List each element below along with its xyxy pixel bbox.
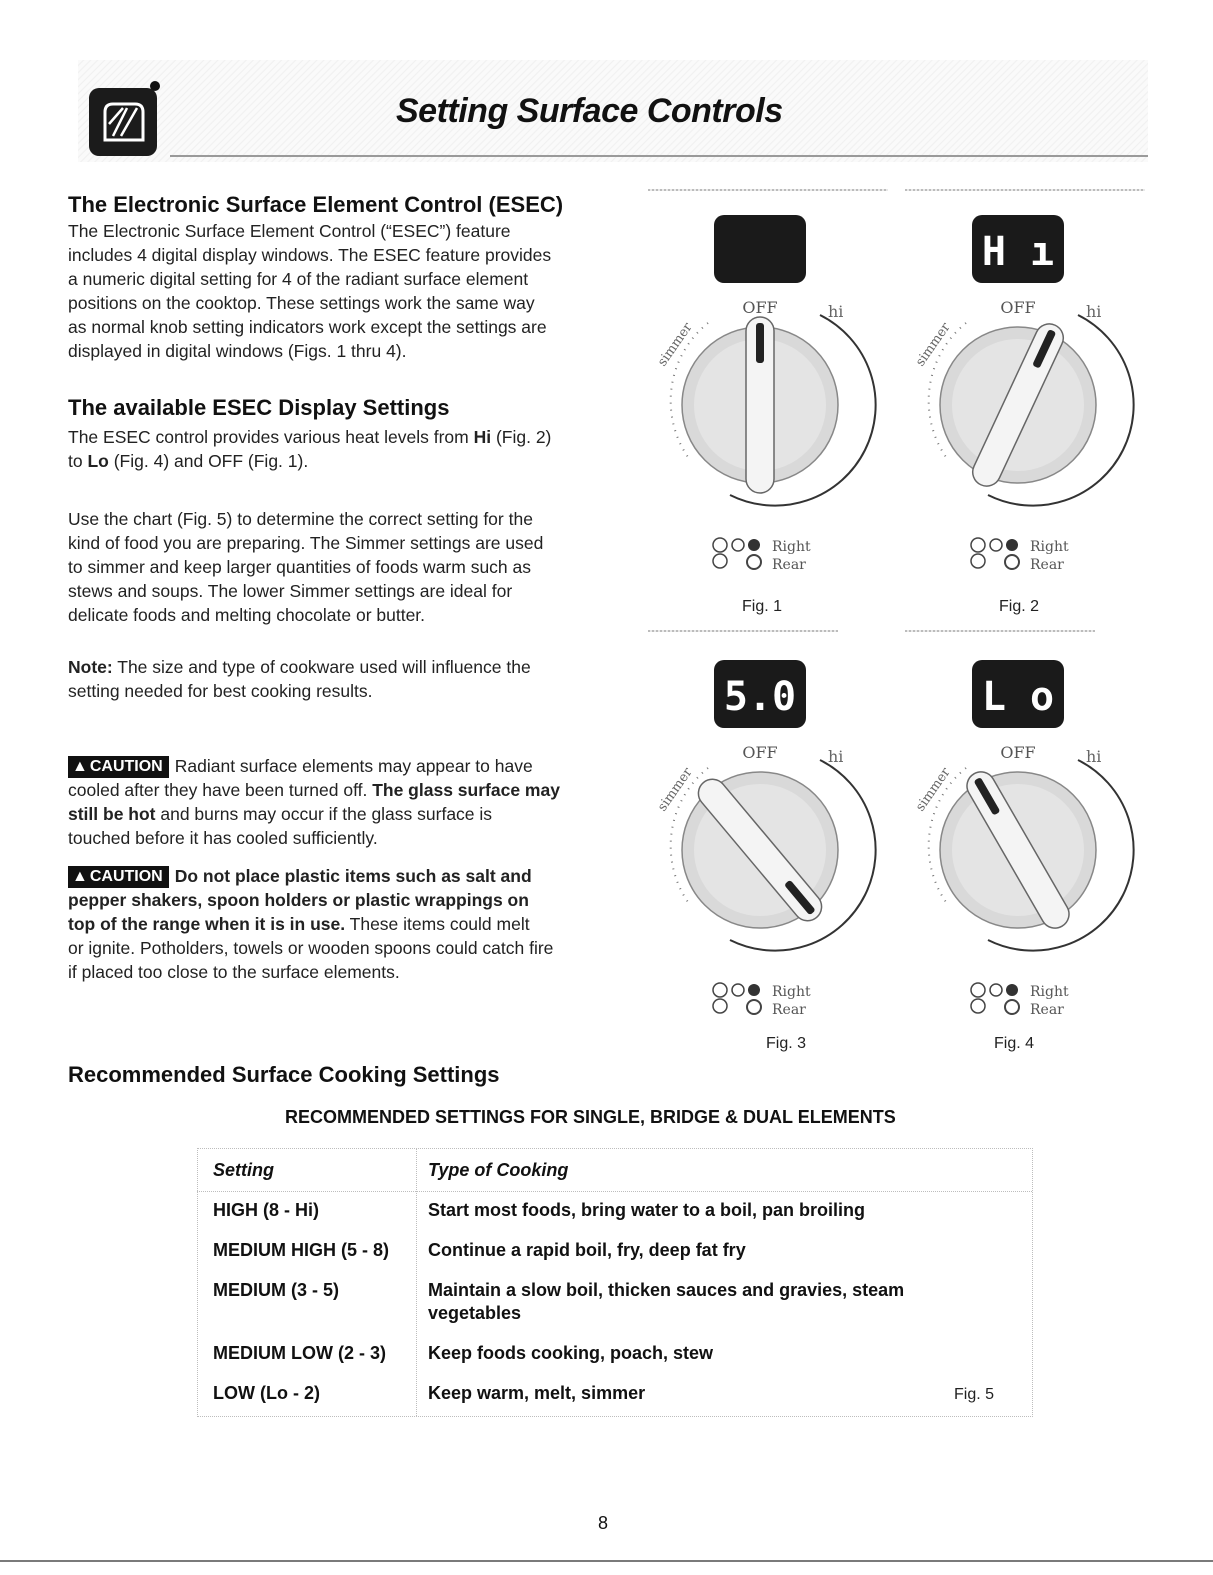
text-span: These items could melt bbox=[345, 914, 530, 934]
text-line: or ignite. Potholders, towels or wooden spoons could catch fire bbox=[68, 938, 554, 958]
display-value: H ı bbox=[981, 229, 1055, 275]
text-line: The Electronic Surface Element Control (“ESEC”) feature bbox=[68, 221, 511, 241]
text-line: includes 4 digital display windows. The ESEC feature provides bbox=[68, 245, 552, 265]
cooktop-hand-icon bbox=[83, 78, 165, 158]
text-line: Use the chart (Fig. 5) to determine the correct setting for the bbox=[68, 509, 533, 529]
text-line: to simmer and keep larger quantities of foods warm such as bbox=[68, 557, 531, 577]
table-cell-type: Keep foods cooking, poach, stew bbox=[428, 1343, 714, 1363]
column-header-type: Type of Cooking bbox=[428, 1160, 569, 1180]
text-line: Maintain a slow boil, thicken sauces and gravies, steam bbox=[428, 1280, 905, 1300]
element-indicator-icon bbox=[990, 984, 1002, 996]
note-label: Note: bbox=[68, 657, 113, 677]
header-rule bbox=[170, 155, 1148, 157]
off-label: OFF bbox=[742, 743, 778, 762]
caution-badge bbox=[68, 866, 169, 888]
table-cell-setting: MEDIUM (3 - 5) bbox=[213, 1280, 339, 1300]
simmer-label: simmer bbox=[912, 765, 954, 815]
figure-3 bbox=[650, 650, 890, 1030]
right-label: Right bbox=[1030, 984, 1069, 1000]
text-line: stews and soups. The lower Simmer settings are ideal for bbox=[68, 581, 513, 601]
bold-text: still be hot bbox=[68, 804, 156, 824]
table-cell-type: Start most foods, bring water to a boil, pan broiling bbox=[428, 1200, 866, 1220]
text-line: as normal knob setting indicators work except the settings are bbox=[68, 317, 547, 337]
off-label: OFF bbox=[742, 298, 778, 317]
knob-figure bbox=[650, 205, 890, 585]
element-indicator-icon bbox=[747, 1000, 761, 1014]
hi-label: hi bbox=[828, 747, 844, 766]
right-label: Right bbox=[772, 539, 811, 555]
digital-display bbox=[714, 215, 806, 283]
rear-label: Rear bbox=[772, 557, 806, 573]
text-span: (Fig. 4) and OFF (Fig. 1). bbox=[108, 451, 309, 471]
simmer-label: simmer bbox=[654, 765, 696, 815]
bold-text: pepper shakers, spoon holders or plastic wrappings on bbox=[68, 890, 529, 910]
display-value: L o bbox=[981, 674, 1055, 720]
text-line: displayed in digital windows (Figs. 1 thru 4). bbox=[68, 341, 407, 361]
text-span: The size and type of cookware used will influence the bbox=[112, 657, 531, 677]
text-line: a numeric digital setting for 4 of the radiant surface element bbox=[68, 269, 529, 289]
active-element-icon bbox=[748, 539, 760, 551]
bold-text: The glass surface may bbox=[372, 780, 560, 800]
caution-badge bbox=[68, 756, 169, 778]
element-indicator-icon bbox=[732, 539, 744, 551]
rear-label: Rear bbox=[772, 1002, 806, 1018]
off-label: OFF bbox=[1000, 743, 1036, 762]
warning-triangle-icon: ▲ bbox=[72, 758, 88, 775]
table-title: RECOMMENDED SETTINGS FOR SINGLE, BRIDGE & DUAL ELEMENTS bbox=[285, 1107, 896, 1127]
bold-text: Do not place plastic items such as salt and bbox=[174, 866, 532, 886]
rear-label: Rear bbox=[1030, 1002, 1064, 1018]
element-indicator-icon bbox=[1005, 1000, 1019, 1014]
simmer-label: simmer bbox=[654, 320, 696, 370]
warning-triangle-icon: ▲ bbox=[72, 868, 88, 885]
right-label: Right bbox=[1030, 539, 1069, 555]
figure-rule bbox=[648, 630, 838, 632]
figure-2 bbox=[908, 205, 1148, 585]
active-element-icon bbox=[1006, 539, 1018, 551]
figure-1 bbox=[650, 205, 890, 585]
text-line: setting needed for best cooking results. bbox=[68, 681, 373, 701]
text-span: Radiant surface elements may appear to have bbox=[174, 756, 533, 776]
table-cell-type: Continue a rapid boil, fry, deep fat fry bbox=[428, 1240, 746, 1260]
hi-label: hi bbox=[1086, 302, 1102, 321]
element-indicator-icon bbox=[713, 538, 727, 552]
bold-text: Lo bbox=[87, 451, 109, 471]
text-line: touched before it has cooled sufficiently. bbox=[68, 828, 378, 848]
knob-figure bbox=[908, 205, 1148, 585]
text-span: and burns may occur if the glass surface is bbox=[155, 804, 493, 824]
element-indicator-icon bbox=[971, 999, 985, 1013]
knob-figure bbox=[908, 650, 1148, 1030]
text-span: cooled after they have been turned off. bbox=[68, 780, 373, 800]
text-line: vegetables bbox=[428, 1303, 522, 1323]
figure-caption: Fig. 5 bbox=[954, 1386, 995, 1403]
figure-caption: Fig. 1 bbox=[742, 598, 783, 615]
element-indicator-icon bbox=[713, 554, 727, 568]
figure-caption: Fig. 4 bbox=[994, 1035, 1035, 1052]
element-indicator-icon bbox=[747, 555, 761, 569]
rear-label: Rear bbox=[1030, 557, 1064, 573]
table-cell-type bbox=[428, 1279, 904, 1325]
display-settings-heading: The available ESEC Display Settings bbox=[68, 395, 450, 420]
display-settings-paragraph bbox=[68, 425, 551, 473]
active-element-icon bbox=[748, 984, 760, 996]
text-span: (Fig. 2) bbox=[491, 427, 552, 447]
text-line: if placed too close to the surface elements. bbox=[68, 962, 400, 982]
hi-label: hi bbox=[1086, 747, 1102, 766]
text-span: to bbox=[68, 451, 88, 471]
figure-rule bbox=[905, 189, 1145, 191]
hi-label: hi bbox=[828, 302, 844, 321]
bold-text: top of the range when it is in use. bbox=[68, 914, 346, 934]
element-indicator-icon bbox=[971, 983, 985, 997]
caution-label: CAUTION bbox=[89, 868, 163, 885]
element-indicator-icon bbox=[1005, 555, 1019, 569]
element-indicator-icon bbox=[732, 984, 744, 996]
table-cell-type: Keep warm, melt, simmer bbox=[428, 1383, 646, 1403]
bold-text: Hi bbox=[473, 427, 492, 447]
element-indicator-icon bbox=[971, 538, 985, 552]
text-span: The ESEC control provides various heat levels from bbox=[68, 427, 474, 447]
figure-caption: Fig. 2 bbox=[999, 598, 1040, 615]
table-cell-setting: LOW (Lo - 2) bbox=[213, 1383, 320, 1403]
knob-indicator bbox=[756, 323, 764, 363]
right-label: Right bbox=[772, 984, 811, 1000]
page-title: Setting Surface Controls bbox=[396, 92, 783, 130]
text-line: positions on the cooktop. These settings work the same way bbox=[68, 293, 535, 313]
knob-figure bbox=[650, 650, 890, 1030]
esec-heading: The Electronic Surface Element Control (ESEC) bbox=[68, 192, 564, 217]
figure-rule bbox=[905, 630, 1095, 632]
chart-paragraph bbox=[68, 507, 543, 627]
table-cell-setting: MEDIUM LOW (2 - 3) bbox=[213, 1343, 386, 1363]
caution-paragraph-1 bbox=[68, 754, 628, 850]
figure-caption: Fig. 3 bbox=[766, 1035, 807, 1052]
column-header-setting: Setting bbox=[213, 1160, 274, 1180]
element-indicator-icon bbox=[713, 999, 727, 1013]
table-cell-setting: MEDIUM HIGH (5 - 8) bbox=[213, 1240, 390, 1260]
table-column-divider bbox=[416, 1148, 417, 1416]
esec-paragraph bbox=[68, 219, 551, 363]
simmer-label: simmer bbox=[912, 320, 954, 370]
text-line: delicate foods and melting chocolate or butter. bbox=[68, 605, 426, 625]
knob-pointer bbox=[746, 317, 774, 493]
figure-rule bbox=[648, 189, 888, 191]
element-indicator-icon bbox=[990, 539, 1002, 551]
caution-paragraph-2 bbox=[68, 864, 628, 984]
text-line: kind of food you are preparing. The Simmer settings are used bbox=[68, 533, 544, 553]
note-paragraph bbox=[68, 655, 531, 703]
page-bottom-rule bbox=[0, 1560, 1213, 1562]
display-value: 5.0 bbox=[723, 674, 797, 720]
table-cell-setting: HIGH (8 - Hi) bbox=[213, 1200, 319, 1220]
caution-label: CAUTION bbox=[89, 758, 163, 775]
element-indicator-icon bbox=[713, 983, 727, 997]
active-element-icon bbox=[1006, 984, 1018, 996]
recommended-heading: Recommended Surface Cooking Settings bbox=[68, 1062, 500, 1087]
figure-4 bbox=[908, 650, 1148, 1030]
page-number: 8 bbox=[598, 1513, 609, 1533]
element-indicator-icon bbox=[971, 554, 985, 568]
off-label: OFF bbox=[1000, 298, 1036, 317]
table-header-rule bbox=[197, 1191, 1032, 1192]
